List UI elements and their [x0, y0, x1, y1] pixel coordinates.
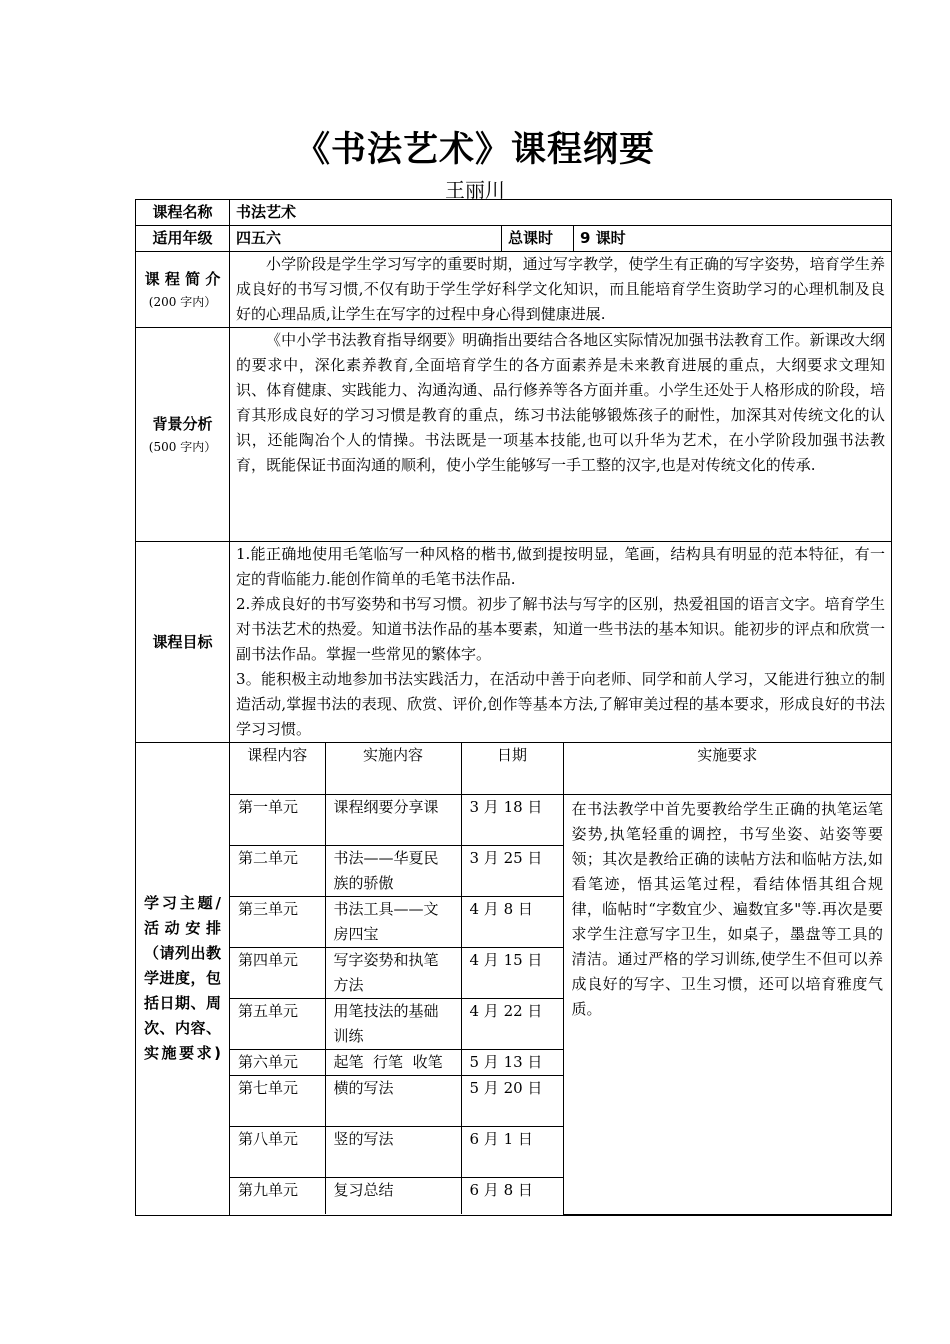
schedule-header: 日期 [461, 743, 563, 794]
course-name-value: 书法艺术 [230, 200, 892, 226]
date-cell: 6 月 1 日 [461, 1126, 563, 1177]
schedule-cell [230, 743, 892, 1216]
document-title: 《书法艺术》课程纲要 [294, 130, 655, 170]
content-cell: 用笔技法的基础训练 [325, 998, 461, 1049]
intro-label: 课 程 简 介 [144, 270, 221, 288]
background-limit: (500 字内） [148, 440, 217, 454]
content-cell: 竖的写法 [325, 1126, 461, 1177]
date-cell: 5 月 13 日 [461, 1049, 563, 1075]
grade-label: 适用年级 [136, 226, 230, 252]
content-cell: 书法——华夏民族的骄傲 [325, 845, 461, 896]
content-cell: 书法工具——文房四宝 [325, 896, 461, 947]
date-cell: 3 月 25 日 [461, 845, 563, 896]
course-name-label: 课程名称 [136, 200, 230, 226]
unit-cell: 第五单元 [230, 998, 325, 1049]
schedule-header: 实施要求 [563, 743, 891, 794]
schedule-table [230, 743, 891, 1215]
requirement-cell [563, 794, 891, 1214]
course-outline-table [135, 199, 892, 1216]
intro-cell [230, 252, 892, 328]
unit-cell: 第一单元 [230, 794, 325, 845]
unit-cell: 第九单元 [230, 1177, 325, 1214]
goal-item: 3。能积极主动地参加书法实践活力，在活动中善于向老师、同学和前人学习，又能进行独立的制造活动,掌握书法的表现、欣赏、评价,创作等基本方法,了解审美过程的基本要求，形成良好的书法学习习惯。 [236, 670, 886, 738]
unit-cell: 第八单元 [230, 1126, 325, 1177]
goal-item: 2.养成良好的书写姿势和书写习惯。初步了解书法与写字的区别，热爱祖国的语言文字。培育学生对书法艺术的热爱。知道书法作品的基本要素，知道一些书法的基本知识。能初步的评点和欣赏一副书法作品。掌握一些常见的繁体字。 [236, 595, 886, 663]
requirement-text: 在书法教学中首先要教给学生正确的执笔运笔姿势,执笔轻重的调控，书写坐姿、站姿等要领；其次是教给正确的读帖方法和临帖方法,如看笔迹，悟其运笔过程，看结体悟其组合规律，临帖时“字数宜少、遍数宜多"等.再次是要求学生注意写字卫生，如桌子，墨盘等工具的清洁。通过严格的学习训练,使学生不但可以养成良好的写字、卫生习惯，还可以培育雅度气质。 [571, 799, 884, 1018]
intro-limit: (200 字内） [148, 295, 217, 309]
total-hours-value: 9 课时 [574, 226, 892, 252]
content-cell: 横的写法 [325, 1075, 461, 1126]
date-cell: 3 月 18 日 [461, 794, 563, 845]
content-cell: 写字姿势和执笔方法 [325, 947, 461, 998]
total-hours-label: 总课时 [502, 226, 574, 252]
goal-item: 1.能正确地使用毛笔临写一种风格的楷书,做到提按明显，笔画，结构具有明显的范本特征，有一定的背临能力.能创作简单的毛笔书法作品. [236, 545, 886, 588]
unit-cell: 第二单元 [230, 845, 325, 896]
document-author: 王丽川 [445, 178, 505, 202]
date-cell: 4 月 8 日 [461, 896, 563, 947]
grade-value: 四五六 [230, 226, 502, 252]
goals-cell [230, 542, 892, 743]
intro-text: 小学阶段是学生学习写字的重要时期，通过写字教学，使学生有正确的写字姿势，培育学生养成良好的书写习惯,不仅有助于学生学好科学文化知识，而且能培育学生资助学习的心理机制及良好的心理品质,让学生在写字的过程中身心得到健康进展. [236, 255, 886, 323]
date-cell: 4 月 15 日 [461, 947, 563, 998]
unit-cell: 第七单元 [230, 1075, 325, 1126]
schedule-header: 实施内容 [325, 743, 461, 794]
content-cell: 复习总结 [325, 1177, 461, 1214]
schedule-row [230, 794, 891, 845]
unit-cell: 第六单元 [230, 1049, 325, 1075]
intro-label-cell [136, 252, 230, 328]
background-label-cell [136, 328, 230, 542]
schedule-header: 课程内容 [230, 743, 325, 794]
background-label: 背景分析 [152, 415, 213, 433]
content-cell: 起笔 行笔 收笔 [325, 1049, 461, 1075]
schedule-label: 学习主题/活动安排（请列出教学进度，包括日期、周次、内容、实施要求) [136, 743, 230, 1216]
unit-cell: 第三单元 [230, 896, 325, 947]
date-cell: 6 月 8 日 [461, 1177, 563, 1214]
background-text: 《中小学书法教育指导纲要》明确指出要结合各地区实际情况加强书法教育工作。新课改大纲的要求中，深化素养教育,全面培育学生的各方面素养是未来教育进展的重点，大纲要求文理知识、体育健康、实践能力、沟通沟通、品行修养等各方面并重。小学生还处于人格形成的阶段，培育其形成良好的学习习惯是教育的重点，练习书法能够锻炼孩子的耐性，加深其对传统文化的认识，还能陶冶个人的情操。书法既是一项基本技能,也可以升华为艺术，在小学阶段加强书法教育，既能保证书面沟通的顺利，使小学生能够写一手工整的汉字,也是对传统文化的传承. [236, 331, 886, 474]
content-cell: 课程纲要分享课 [325, 794, 461, 845]
date-cell: 4 月 22 日 [461, 998, 563, 1049]
background-cell [230, 328, 892, 542]
goals-label: 课程目标 [136, 542, 230, 743]
date-cell: 5 月 20 日 [461, 1075, 563, 1126]
unit-cell: 第四单元 [230, 947, 325, 998]
